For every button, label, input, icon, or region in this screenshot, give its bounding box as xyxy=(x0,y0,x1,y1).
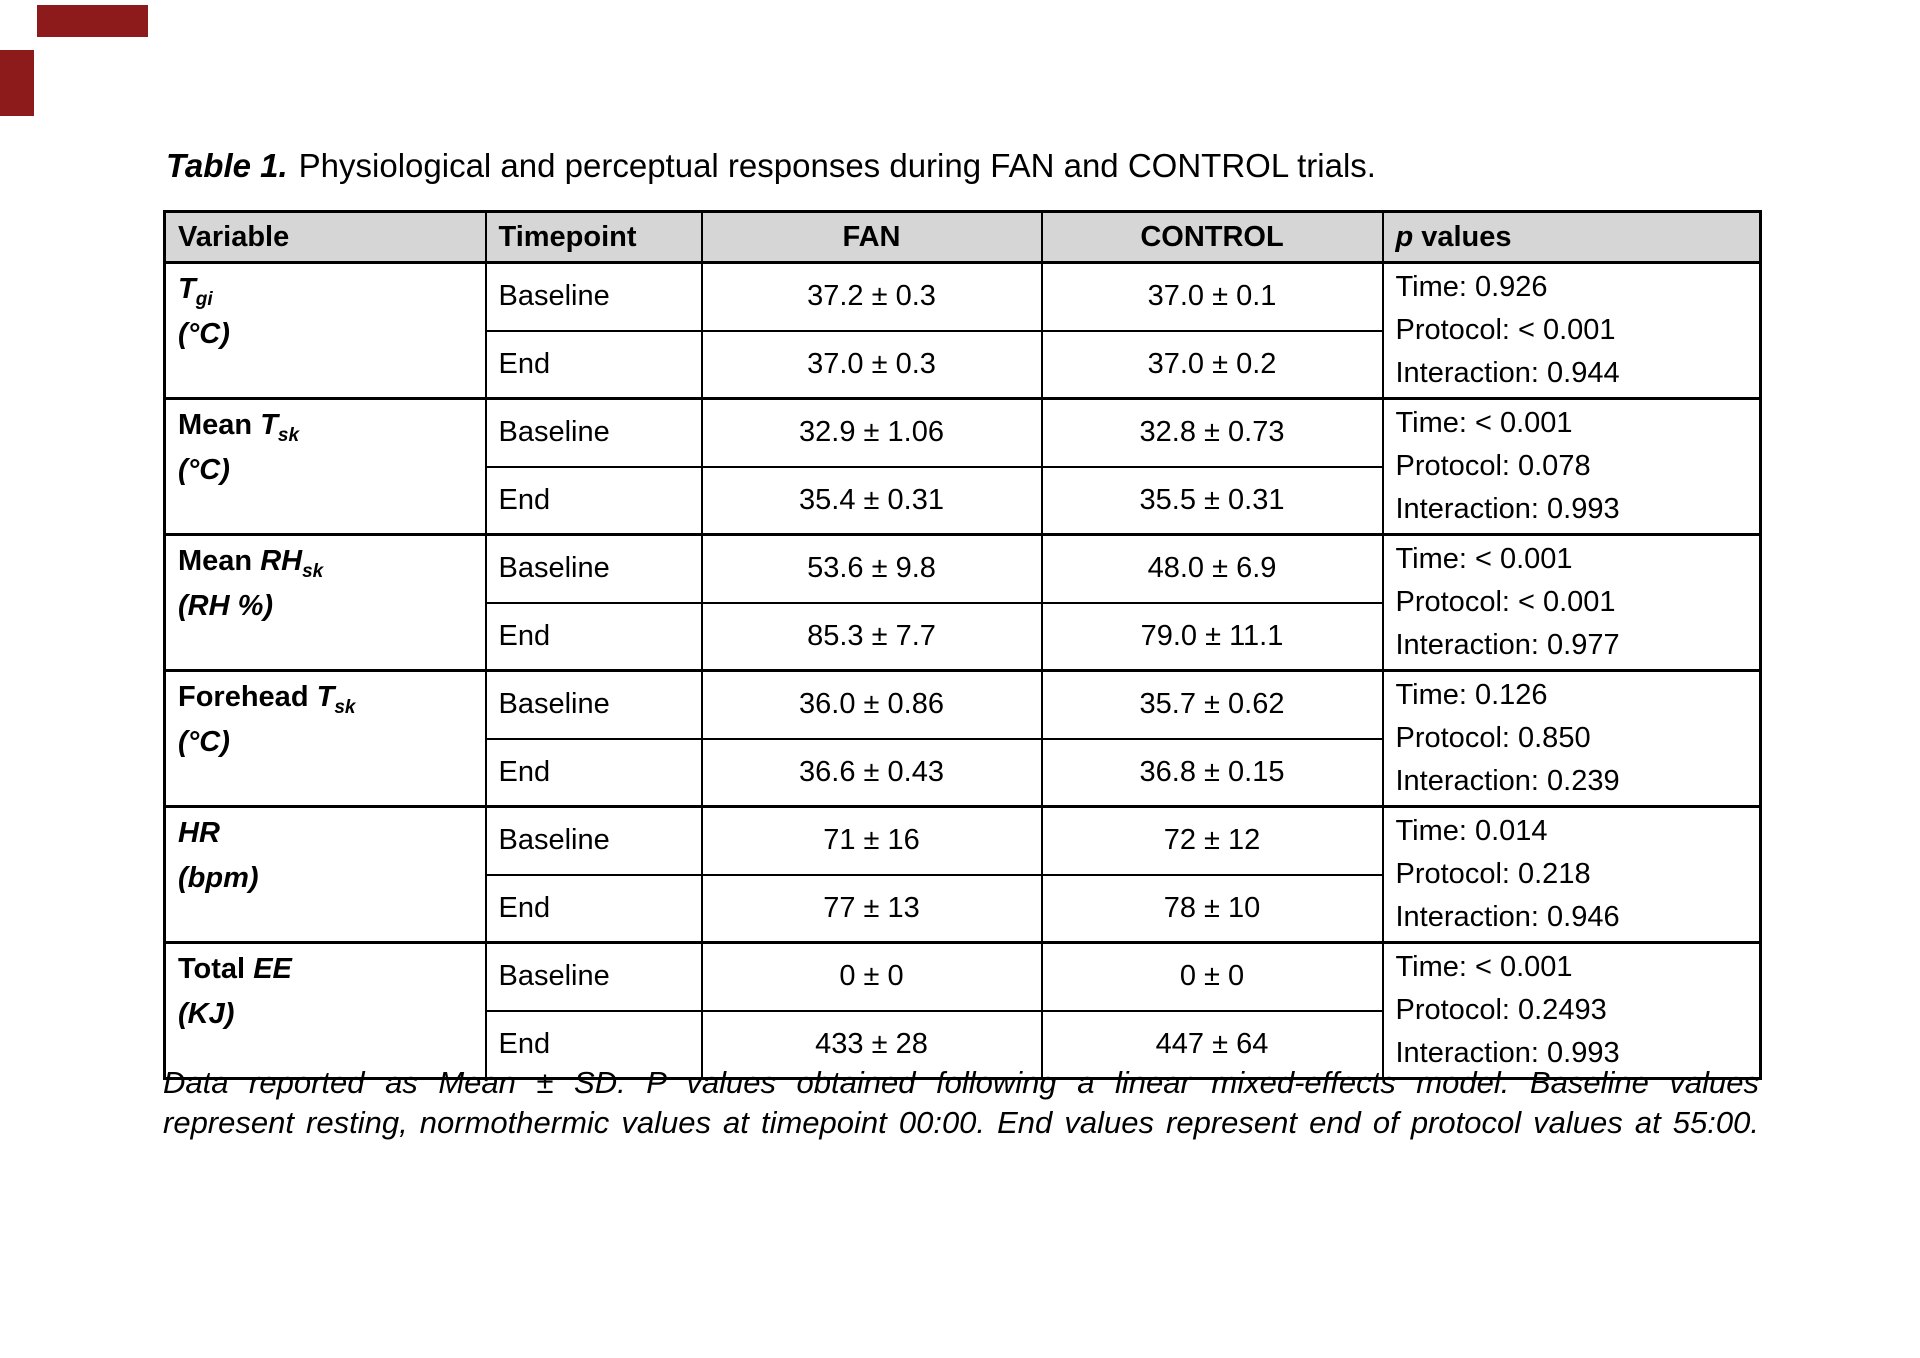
timepoint-cell: End xyxy=(486,739,702,807)
timepoint-cell: End xyxy=(486,467,702,535)
fan-value-cell: 85.3 ± 7.7 xyxy=(702,603,1042,671)
p-protocol: Protocol: 0.218 xyxy=(1395,858,1591,890)
p-interaction: Interaction: 0.944 xyxy=(1395,357,1620,389)
redaction-block-top xyxy=(37,5,148,37)
timepoint-cell: Baseline xyxy=(486,535,702,603)
fan-value-cell: 37.2 ± 0.3 xyxy=(702,263,1042,331)
variable-cell xyxy=(165,399,486,535)
fan-value-cell: 35.4 ± 0.31 xyxy=(702,467,1042,535)
p-values-cell xyxy=(1383,399,1761,535)
p-time: Time: < 0.001 xyxy=(1395,407,1573,439)
variable-unit: (°C) xyxy=(178,725,230,758)
p-protocol: Protocol: < 0.001 xyxy=(1395,586,1616,618)
variable-name: Mean $RH_{sk}$ xyxy=(178,545,324,582)
control-value-cell: 32.8 ± 0.73 xyxy=(1042,399,1383,467)
column-header-variable: Variable xyxy=(165,212,486,263)
p-time: Time: 0.126 xyxy=(1395,679,1548,711)
p-interaction: Interaction: 0.977 xyxy=(1395,629,1620,661)
p-values-cell xyxy=(1383,671,1761,807)
header-row xyxy=(165,212,1761,263)
column-header-fan: FAN xyxy=(702,212,1042,263)
p-protocol: Protocol: 0.2493 xyxy=(1395,994,1607,1026)
control-value-cell: 79.0 ± 11.1 xyxy=(1042,603,1383,671)
timepoint-cell: Baseline xyxy=(486,807,702,875)
variable-group-tgi xyxy=(165,263,1761,399)
fan-value-cell: 36.0 ± 0.86 xyxy=(702,671,1042,739)
variable-group-hr xyxy=(165,807,1761,943)
variable-unit: (KJ) xyxy=(178,997,235,1030)
variable-name: Forehead $T_{sk}$ xyxy=(178,681,356,718)
p-values-cell xyxy=(1383,263,1761,399)
caption-text: Physiological and perceptual responses during FAN and CONTROL trials. xyxy=(298,147,1376,184)
fan-value-cell: 71 ± 16 xyxy=(702,807,1042,875)
p-protocol: Protocol: < 0.001 xyxy=(1395,314,1616,346)
p-values-cell xyxy=(1383,807,1761,943)
p-values-cell xyxy=(1383,535,1761,671)
variable-group-mean-rhsk xyxy=(165,535,1761,671)
table-footnote xyxy=(163,1063,1759,1143)
p-interaction: Interaction: 0.993 xyxy=(1395,1037,1620,1069)
control-value-cell: 35.5 ± 0.31 xyxy=(1042,467,1383,535)
variable-cell xyxy=(165,807,486,943)
control-value-cell: 447 ± 64 xyxy=(1042,1011,1383,1079)
column-header-p-values xyxy=(1383,212,1761,263)
table-row xyxy=(165,263,1761,331)
timepoint-cell: End xyxy=(486,1011,702,1079)
variable-group-total-ee xyxy=(165,943,1761,1079)
timepoint-cell: End xyxy=(486,875,702,943)
caption-number: Table 1. xyxy=(166,147,288,184)
variable-unit: (RH %) xyxy=(178,589,274,622)
p-interaction: Interaction: 0.993 xyxy=(1395,493,1620,525)
table-row xyxy=(165,671,1761,739)
footnote-line-2: represent resting, normothermic values at timepoint 00:00. End values represent end of protocol values at 55:00. xyxy=(163,1105,1759,1140)
table-row xyxy=(165,399,1761,467)
fan-value-cell: 433 ± 28 xyxy=(702,1011,1042,1079)
control-value-cell: 36.8 ± 0.15 xyxy=(1042,739,1383,807)
p-values-cell xyxy=(1383,943,1761,1079)
timepoint-cell: End xyxy=(486,331,702,399)
control-value-cell: 37.0 ± 0.2 xyxy=(1042,331,1383,399)
redaction-block-left xyxy=(0,50,34,116)
timepoint-cell: Baseline xyxy=(486,671,702,739)
control-value-cell: 37.0 ± 0.1 xyxy=(1042,263,1383,331)
p-time: Time: < 0.001 xyxy=(1395,543,1573,575)
variable-unit: (°C) xyxy=(178,453,230,486)
p-time: Time: 0.014 xyxy=(1395,815,1548,847)
control-value-cell: 48.0 ± 6.9 xyxy=(1042,535,1383,603)
fan-value-cell: 0 ± 0 xyxy=(702,943,1042,1011)
p-protocol: Protocol: 0.078 xyxy=(1395,450,1591,482)
column-header-timepoint: Timepoint xyxy=(486,212,702,263)
fan-value-cell: 32.9 ± 1.06 xyxy=(702,399,1042,467)
fan-value-cell: 77 ± 13 xyxy=(702,875,1042,943)
control-value-cell: 72 ± 12 xyxy=(1042,807,1383,875)
variable-group-forehead-tsk xyxy=(165,671,1761,807)
table-row xyxy=(165,807,1761,875)
control-value-cell: 35.7 ± 0.62 xyxy=(1042,671,1383,739)
fan-value-cell: 53.6 ± 9.8 xyxy=(702,535,1042,603)
variable-name: Total EE xyxy=(178,953,292,985)
variable-cell xyxy=(165,263,486,399)
control-value-cell: 0 ± 0 xyxy=(1042,943,1383,1011)
variable-name: HR xyxy=(178,817,220,849)
fan-value-cell: 37.0 ± 0.3 xyxy=(702,331,1042,399)
variable-name: $T_{gi}$ xyxy=(178,273,213,310)
timepoint-cell: Baseline xyxy=(486,399,702,467)
variable-group-mean-tsk xyxy=(165,399,1761,535)
variable-name: Mean $T_{sk}$ xyxy=(178,409,300,446)
variable-unit: (bpm) xyxy=(178,861,259,894)
timepoint-cell: Baseline xyxy=(486,263,702,331)
table-caption xyxy=(166,147,1766,185)
p-time: Time: < 0.001 xyxy=(1395,951,1573,983)
p-symbol: p xyxy=(1395,220,1414,253)
control-value-cell: 78 ± 10 xyxy=(1042,875,1383,943)
footnote-line-1: Data reported as Mean ± SD. P values obtained following a linear mixed-effects model. Baseline values xyxy=(163,1065,1759,1100)
p-protocol: Protocol: 0.850 xyxy=(1395,722,1591,754)
p-interaction: Interaction: 0.239 xyxy=(1395,765,1620,797)
p-values-word: values xyxy=(1421,220,1512,253)
timepoint-cell: End xyxy=(486,603,702,671)
variable-cell xyxy=(165,535,486,671)
results-table xyxy=(163,210,1762,1080)
timepoint-cell: Baseline xyxy=(486,943,702,1011)
variable-unit: (°C) xyxy=(178,317,230,350)
column-header-control: CONTROL xyxy=(1042,212,1383,263)
variable-cell xyxy=(165,671,486,807)
p-time: Time: 0.926 xyxy=(1395,271,1548,303)
fan-value-cell: 36.6 ± 0.43 xyxy=(702,739,1042,807)
table-row xyxy=(165,535,1761,603)
p-interaction: Interaction: 0.946 xyxy=(1395,901,1620,933)
variable-cell xyxy=(165,943,486,1079)
table-row xyxy=(165,943,1761,1011)
